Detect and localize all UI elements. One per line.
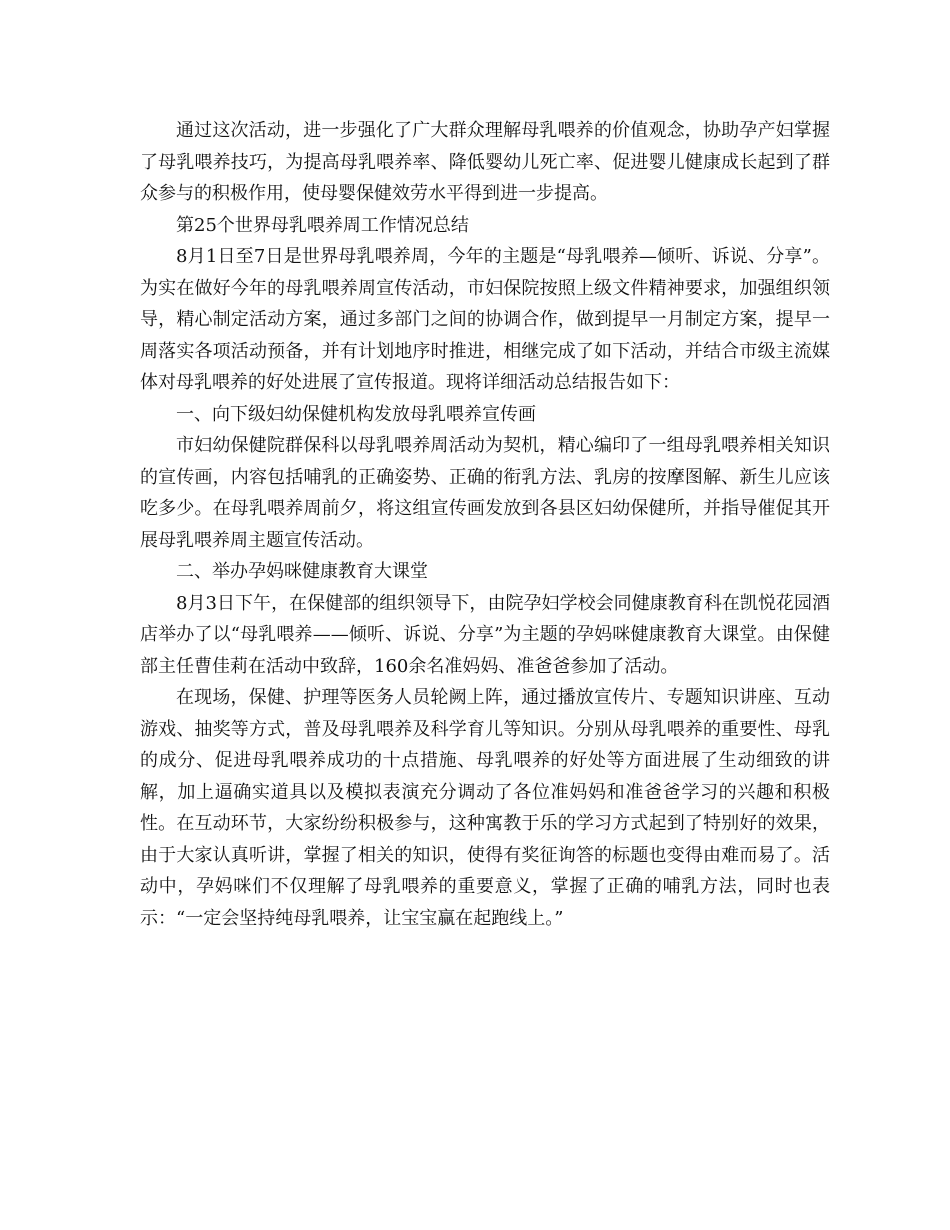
- paragraph-activity-outcome: 通过这次活动，进一步强化了广大群众理解母乳喂养的价值观念，协助孕产妇掌握了母乳喂养技巧，为提高母乳喂养率、降低婴幼儿死亡率、促进婴儿健康成长起到了群众参与的积极作用，使母婴保健效劳水平得到进一步提高。: [140, 120, 830, 204]
- section-heading-2: 二、举办孕妈咪健康教育大课堂: [176, 561, 428, 582]
- section-heading-1: 一、向下级妇幼保健机构发放母乳喂养宣传画: [176, 403, 536, 425]
- document-body: [140, 115, 830, 934]
- paragraph-section-2-detail: 在现场，保健、护理等医务人员轮阙上阵，通过播放宣传片、专题知识讲座、互动游戏、抽奖等方式，普及母乳喂养及科学育儿等知识。分别从母乳喂养的重要性、母乳的成分、促进母乳喂养成功的十点措施、母乳喂养的好处等方面进展了生动细致的讲解，加上逼确实道具以及模拟表演充分调动了各位准妈妈和准爸爸学习的兴趣和积极性。在互动环节，大家纷纷积极参与，这种寓教于乐的学习方式起到了特别好的效果，由于大家认真听讲，掌握了相关的知识，使得有奖征询答的标题也变得由难而易了。活动中，孕妈咪们不仅理解了母乳喂养的重要意义，掌握了正确的哺乳方法，同时也表示：“一定会坚持纯母乳喂养，让宝宝赢在起跑线上。”: [140, 687, 830, 929]
- section-title-summary: 第25个世界母乳喂养周工作情况总结: [176, 214, 469, 236]
- paragraph-intro: 8月1日至7日是世界母乳喂养周，今年的主题是“母乳喂养—倾听、诉说、分享”。为实在做好今年的母乳喂养周宣传活动，市妇保院按照上级文件精神要求，加强组织领导，精心制定活动方案，通过多部门之间的协调合作，做到提早一月制定方案，提早一周落实各项活动预备，并有计划地序时推进，相继完成了如下活动，并结合市级主流媒体对母乳喂养的好处进展了宣传报道。现将详细活动总结报告如下：: [140, 246, 830, 393]
- paragraph-section-2: 8月3日下午，在保健部的组织领导下，由院孕妇学校会同健康教育科在凯悦花园酒店举办了以“母乳喂养——倾听、诉说、分享”为主题的孕妈咪健康教育大课堂。由保健部主任曹佳莉在活动中致辞，160余名准妈妈、准爸爸参加了活动。: [140, 592, 830, 677]
- paragraph-section-1: 市妇幼保健院群保科以母乳喂养周活动为契机，精心编印了一组母乳喂养相关知识的宣传画，内容包括哺乳的正确姿势、正确的衔乳方法、乳房的按摩图解、新生儿应该吃多少。在母乳喂养周前夕，将这组宣传画发放到各县区妇幼保健所，并指导催促其开展母乳喂养周主题宣传活动。: [140, 435, 830, 551]
